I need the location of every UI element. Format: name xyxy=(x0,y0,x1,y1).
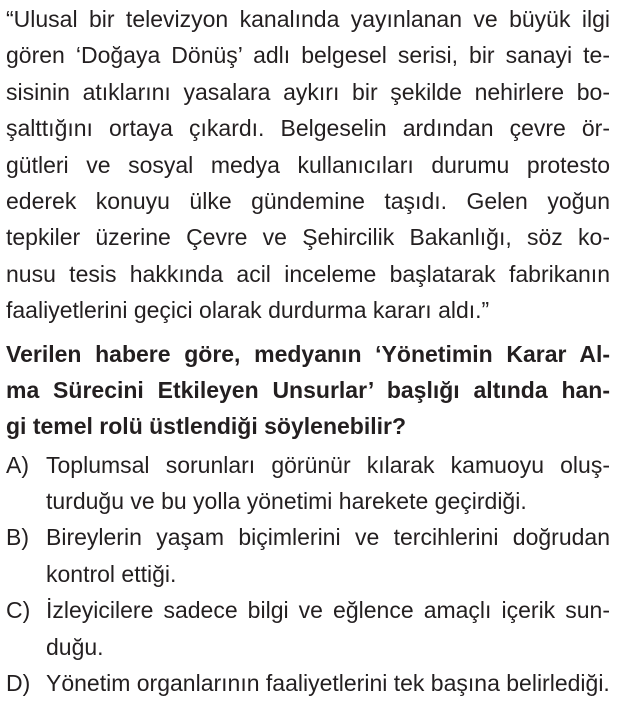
option-text-line: Yönetim organlarının faaliyetlerini tek başına belirlediği. xyxy=(46,670,610,697)
passage-line: “Ulusal bir televizyon kanalında yayınlanan ve büyük ilgi xyxy=(6,6,610,32)
option-text-line: Bireylerin yaşam biçimlerini ve tercihlerini doğrudan xyxy=(46,524,610,551)
option-text-line: İzleyicilere sadece bilgi ve eğlence amaçlı içerik sun- xyxy=(46,597,610,624)
question-page xyxy=(6,0,610,701)
passage-line: ederek konuyu ülke gündemine taşıdı. Gelen yoğun xyxy=(6,187,610,214)
question-stem xyxy=(6,336,610,445)
option-text-line: kontrol ettiği. xyxy=(46,560,177,587)
passage-line: sisinin atıklarını yasalara aykırı bir şekilde nehirlere bo- xyxy=(6,78,610,105)
passage-line: gören ‘Doğaya Dönüş’ adlı belgesel serisi, bir sanayi te- xyxy=(6,42,610,69)
passage-line: faaliyetlerini geçici olarak durdurma kararı aldı.” xyxy=(6,297,490,324)
news-passage xyxy=(6,1,610,329)
passage-line: gütleri ve sosyal medya kullanıcıları durumu protesto xyxy=(6,151,610,178)
question-line: Verilen habere göre, medyanın ‘Yönetimin Karar Al- xyxy=(6,340,610,367)
question-line: ma Sürecini Etkileyen Unsurlar’ başlığı altında han- xyxy=(6,376,610,403)
option-a[interactable] xyxy=(6,447,610,520)
option-letter: A) xyxy=(6,451,29,478)
option-d[interactable] xyxy=(6,665,610,701)
option-text-line: Toplumsal sorunları görünür kılarak kamuoyu oluş- xyxy=(46,451,610,478)
option-letter: D) xyxy=(6,670,31,697)
passage-line: tepkiler üzerine Çevre ve Şehircilik Bakanlığı, söz ko- xyxy=(6,224,610,251)
option-c[interactable] xyxy=(6,592,610,665)
passage-line: nusu tesis hakkında acil inceleme başlatarak fabrikanın xyxy=(6,260,610,287)
option-b[interactable] xyxy=(6,519,610,592)
question-line: gi temel rolü üstlendiği söylenebilir? xyxy=(6,413,407,440)
option-text-line: turduğu ve bu yolla yönetimi harekete geçirdiği. xyxy=(46,488,527,515)
option-text-line: duğu. xyxy=(46,633,104,660)
answer-options xyxy=(6,447,610,702)
option-letter: C) xyxy=(6,597,31,624)
option-letter: B) xyxy=(6,524,29,551)
passage-line: şalttığını ortaya çıkardı. Belgeselin ardından çevre ör- xyxy=(6,115,610,142)
